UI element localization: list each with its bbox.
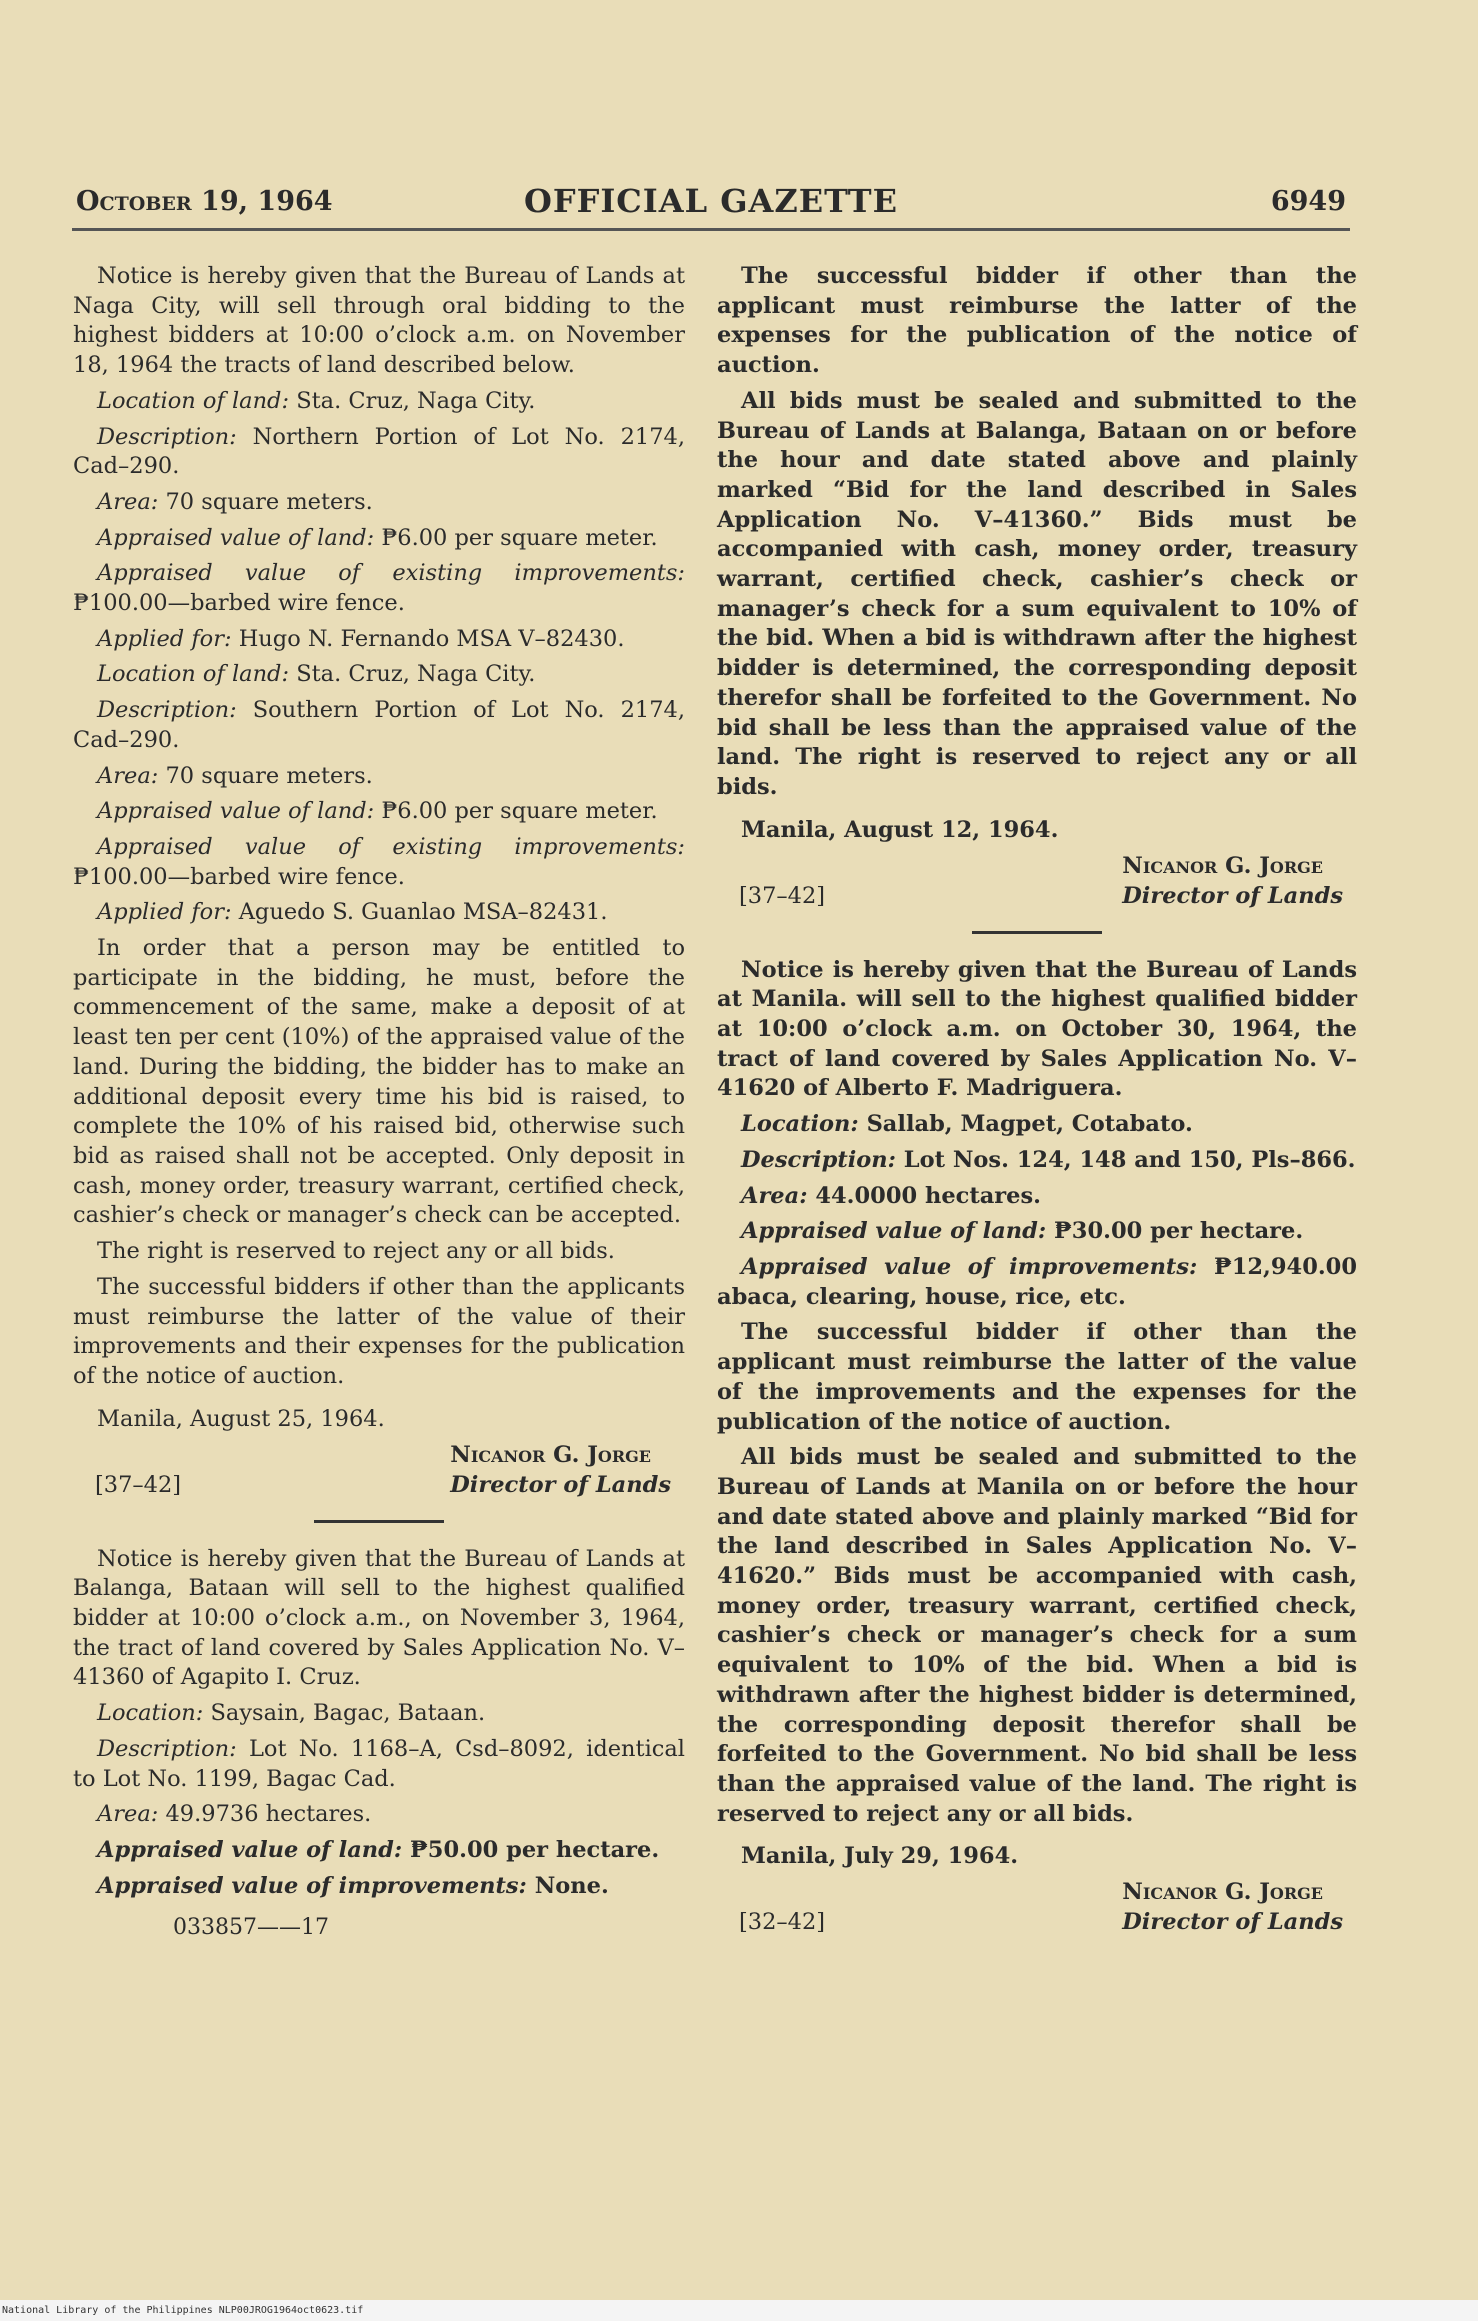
place-date: Manila, August 25, 1964. — [97, 1405, 385, 1432]
page-number: 6949 — [1270, 186, 1346, 217]
scan-source-footer: National Library of the Philippines NLP00JROG1964oct0623.tif — [0, 2300, 1478, 2321]
tract2-location: Location of land: Sta. Cruz, Naga City. — [97, 661, 536, 688]
place-date-2: Manila, August 12, 1964. — [741, 816, 1059, 843]
signatory-title-2: Director of Lands — [1122, 882, 1343, 909]
notice3-description: Description: Lot Nos. 124, 148 and 150, Pls–866. — [741, 1146, 1356, 1173]
tract1-improvements: Appraised value of existing improvements: ₱100.00—barbed wire fence. — [73, 560, 685, 617]
notice3-area: Area: 44.0000 hectares. — [741, 1182, 1041, 1209]
page-header — [72, 182, 1350, 231]
section-divider-2 — [972, 931, 1102, 934]
notice2-location: Location: Saysain, Bagac, Bataan. — [97, 1700, 486, 1727]
reserve-right: The right is reserved to reject any or all bids. — [97, 1238, 615, 1265]
tract1-description: Description: Northern Portion of Lot No. 2174, Cad–290. — [73, 423, 685, 480]
notice-intro: Notice is hereby given that the Bureau of Lands at Naga City, will sell through oral bidding to the highest bidders at 10:00 o’clock a.m. on November 18, 1964 the tracts of land described below. — [73, 263, 685, 379]
notice3-bids: All bids must be sealed and submitted to the Bureau of Lands at Manila on or before the hour and date stated above and plainly marked “Bid for the land described in Sales Application No. V–41620.” Bids must be accompanied with cash, money order, treasury warrant, certified check, cashier’s check or manager’s check for a sum equivalent to 10% of the bid. When a bid is withdrawn after the highest bidder is determined, the corresponding deposit therefor shall be forfeited to the Government. No bid shall be less than the appraised value of the land. The right is reserved to reject any or all bids. — [717, 1444, 1357, 1827]
tract2-improvements: Appraised value of existing improvements: ₱100.00—barbed wire fence. — [73, 833, 685, 890]
notice3-location: Location: Sallab, Magpet, Cotabato. — [741, 1111, 1193, 1138]
signature-block — [73, 1438, 685, 1502]
tract1-land-value: Appraised value of land: ₱6.00 per square meter. — [97, 524, 658, 551]
notice2-area: Area: 49.9736 hectares. — [97, 1801, 372, 1828]
notice3-improvements: Appraised value of improvements: ₱12,940.00 abaca, clearing, house, rice, etc. — [717, 1253, 1357, 1310]
signatory-name-2: Nicanor G. Jorge — [1122, 852, 1323, 879]
signatory-title-3: Director of Lands — [1122, 1909, 1343, 1936]
header-date: October 19, 1964 — [76, 186, 333, 217]
tract2-area: Area: 70 square meters. — [97, 762, 373, 789]
signatory-name-3: Nicanor G. Jorge — [1122, 1879, 1323, 1906]
tract2-land-value: Appraised value of land: ₱6.00 per square meter. — [97, 798, 658, 825]
notice2-land-value: Appraised value of land: ₱50.00 per hectare. — [97, 1836, 660, 1863]
place-date-3: Manila, July 29, 1964. — [741, 1843, 1019, 1870]
header-title: OFFICIAL GAZETTE — [524, 182, 898, 220]
tract2-description: Description: Southern Portion of Lot No. 2174, Cad–290. — [73, 697, 686, 753]
tract1-applied: Applied for: Hugo N. Fernando MSA V–82430. — [97, 625, 625, 652]
print-code: 033857——17 — [173, 1915, 329, 1941]
notice2-improvements: Appraised value of improvements: None. — [97, 1872, 609, 1899]
tract2-applied: Applied for: Aguedo S. Guanlao MSA–82431. — [97, 899, 608, 926]
reference-number: [37–42] — [95, 1471, 182, 1498]
reimburse-clause: The successful bidders if other than the applicants must reimburse the latter of the value of their improvements and their expenses for the publication of the notice of auction. — [73, 1273, 685, 1389]
left-column — [73, 262, 685, 1940]
bid-instructions: All bids must be sealed and submitted to the Bureau of Lands at Balanga, Bataan on or before the hour and date stated above and plainly marked “Bid for the land described in Sales Application No. V–41360.” Bids must be accompanied with cash, money order, treasury warrant, certified check, cashier’s check or manager’s check for a sum equivalent to 10% of the bid. When a bid is withdrawn after the highest bidder is determined, the corresponding deposit therefor shall be forfeited to the Government. No bid shall be less than the appraised value of the land. The right is reserved to reject any or all bids. — [717, 387, 1357, 800]
notice3-land-value: Appraised value of land: ₱30.00 per hectare. — [741, 1218, 1304, 1245]
signature-block-3 — [717, 1875, 1357, 1939]
bidding-conditions: In order that a person may be entitled to participate in the bidding, he must, before the commencement of the same, make a deposit of at least ten per cent (10%) of the appraised value of the land. During the bidding, the bidder has to make an additional deposit every time his bid is raised, to complete the 10% of his raised bid, otherwise such bid as raised shall not be accepted. Only deposit in cash, money order, treasury warrant, certified check, cashier’s check or manager’s check can be accepted. — [73, 935, 685, 1229]
tract1-location: Location of land: Sta. Cruz, Naga City. — [97, 387, 536, 414]
section-divider — [314, 1520, 444, 1523]
signature-block-2 — [717, 849, 1357, 913]
notice3-reimburse: The successful bidder if other than the applicant must reimburse the latter of the value of the improvements and the expenses for the publication of the notice of auction. — [717, 1319, 1357, 1435]
notice2-intro: Notice is hereby given that the Bureau of Lands at Balanga, Bataan will sell to the highest qualified bidder at 10:00 o’clock a.m., on November 3, 1964, the tract of land covered by Sales Application No. V–41360 of Agapito I. Cruz. — [73, 1545, 685, 1691]
signatory-title: Director of Lands — [450, 1471, 671, 1498]
notice2-description: Description: Lot No. 1168–A, Csd–8092, identical to Lot No. 1199, Bagac Cad. — [73, 1735, 685, 1792]
reference-number-2: [37–42] — [739, 882, 826, 909]
reimburse-clause-2: The successful bidder if other than the applicant must reimburse the latter of the expenses for the publication of the notice of auction. — [717, 263, 1357, 379]
reference-number-3: [32–42] — [739, 1909, 826, 1936]
right-column — [717, 262, 1357, 1939]
signatory-name: Nicanor G. Jorge — [450, 1441, 651, 1468]
tract1-area: Area: 70 square meters. — [97, 488, 373, 515]
notice3-intro: Notice is hereby given that the Bureau of Lands at Manila. will sell to the highest qualified bidder at 10:00 o’clock a.m. on October 30, 1964, the tract of land covered by Sales Application No. V–41620 of Alberto F. Madriguera. — [717, 956, 1357, 1102]
